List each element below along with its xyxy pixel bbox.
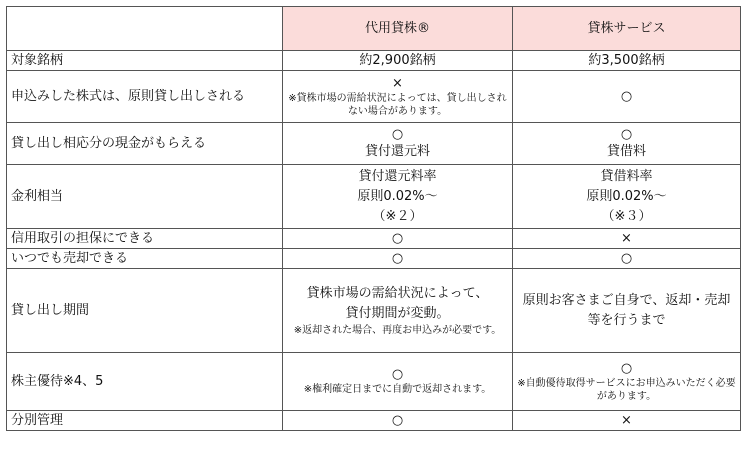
- cell-text: 原則お客さまご自身で、返却・売却: [522, 292, 731, 308]
- row-label: 貸し出し期間: [7, 269, 283, 353]
- cell-text: 貸付還元料率: [358, 168, 437, 184]
- circle-mark-icon: ○: [391, 230, 404, 246]
- header-blank-cell: [7, 7, 283, 51]
- cell-text: 約2,900銘柄: [359, 53, 436, 68]
- service-value-cell: [513, 411, 741, 431]
- cell-text: 貸借料: [606, 144, 646, 159]
- daiyo-value-cell: [283, 269, 513, 353]
- row-label: 株主優待※4、5: [7, 353, 283, 411]
- cell-text: 貸株市場の需給状況によって、: [306, 286, 489, 301]
- header-daiyo-kashikabu: 代用貸株®: [283, 7, 513, 51]
- daiyo-value-cell: [283, 249, 513, 269]
- service-value-cell: [513, 71, 741, 123]
- circle-mark-icon: ○: [391, 367, 404, 382]
- circle-mark-icon: ○: [620, 88, 633, 104]
- service-value-cell: [513, 51, 741, 71]
- table-body: [7, 51, 741, 431]
- daiyo-value-cell: [283, 353, 513, 411]
- circle-mark-icon: ○: [620, 250, 633, 266]
- cross-mark-icon: ×: [621, 412, 632, 428]
- cell-note: ※貸株市場の需給状況によっては、貸し出しされない場合があります。: [288, 92, 507, 117]
- service-value-cell: [513, 229, 741, 249]
- row-label: 対象銘柄: [7, 51, 283, 71]
- row-label: 分別管理: [7, 411, 283, 431]
- row-label: 金利相当: [7, 165, 283, 229]
- cell-text: 貸付還元料: [364, 144, 430, 159]
- cell-text: 約3,500銘柄: [588, 53, 665, 68]
- row-label: 貸し出し相応分の現金がもらえる: [7, 123, 283, 165]
- circle-mark-icon: ○: [391, 412, 404, 428]
- service-value-cell: [513, 249, 741, 269]
- table-row: [7, 71, 741, 123]
- daiyo-value-cell: [283, 229, 513, 249]
- cell-note: ※返却された場合、再度お申込みが必要です。: [293, 325, 502, 336]
- daiyo-value-cell: [283, 71, 513, 123]
- table-row: [7, 269, 741, 353]
- cross-mark-icon: ×: [621, 230, 632, 246]
- table-row: [7, 165, 741, 229]
- table-row: [7, 123, 741, 165]
- cell-note: ※自動優待取得サービスにお申込みいただく必要があります。: [517, 377, 736, 402]
- comparison-table: [6, 6, 741, 431]
- cell-text: （※２）: [372, 208, 423, 224]
- circle-mark-icon: ○: [391, 250, 404, 266]
- table-row: [7, 51, 741, 71]
- cross-mark-icon: ×: [392, 75, 403, 91]
- table-row: [7, 353, 741, 411]
- header-row: [7, 7, 741, 51]
- daiyo-value-cell: [283, 165, 513, 229]
- circle-mark-icon: ○: [391, 127, 404, 142]
- daiyo-value-cell: [283, 51, 513, 71]
- daiyo-value-cell: [283, 411, 513, 431]
- cell-text: 貸借料率: [600, 168, 653, 184]
- table-row: [7, 411, 741, 431]
- cell-text: 原則0.02%～: [586, 188, 667, 204]
- cell-text: 等を行うまで: [587, 312, 666, 328]
- row-label: いつでも売却できる: [7, 249, 283, 269]
- cell-text: （※３）: [601, 208, 652, 224]
- cell-text: 原則0.02%～: [357, 188, 438, 204]
- cell-text: 貸付期間が変動。: [345, 306, 450, 321]
- table-row: [7, 249, 741, 269]
- row-label: 申込みした株式は、原則貸し出しされる: [7, 71, 283, 123]
- circle-mark-icon: ○: [620, 127, 633, 142]
- service-value-cell: [513, 269, 741, 353]
- service-value-cell: [513, 353, 741, 411]
- service-value-cell: [513, 165, 741, 229]
- header-kashikabu-service: 貸株サービス: [513, 7, 741, 51]
- circle-mark-icon: ○: [620, 360, 633, 376]
- cell-note: ※権利確定日までに自動で返却されます。: [303, 384, 492, 395]
- row-label: 信用取引の担保にできる: [7, 229, 283, 249]
- daiyo-value-cell: [283, 123, 513, 165]
- table-row: [7, 229, 741, 249]
- service-value-cell: [513, 123, 741, 165]
